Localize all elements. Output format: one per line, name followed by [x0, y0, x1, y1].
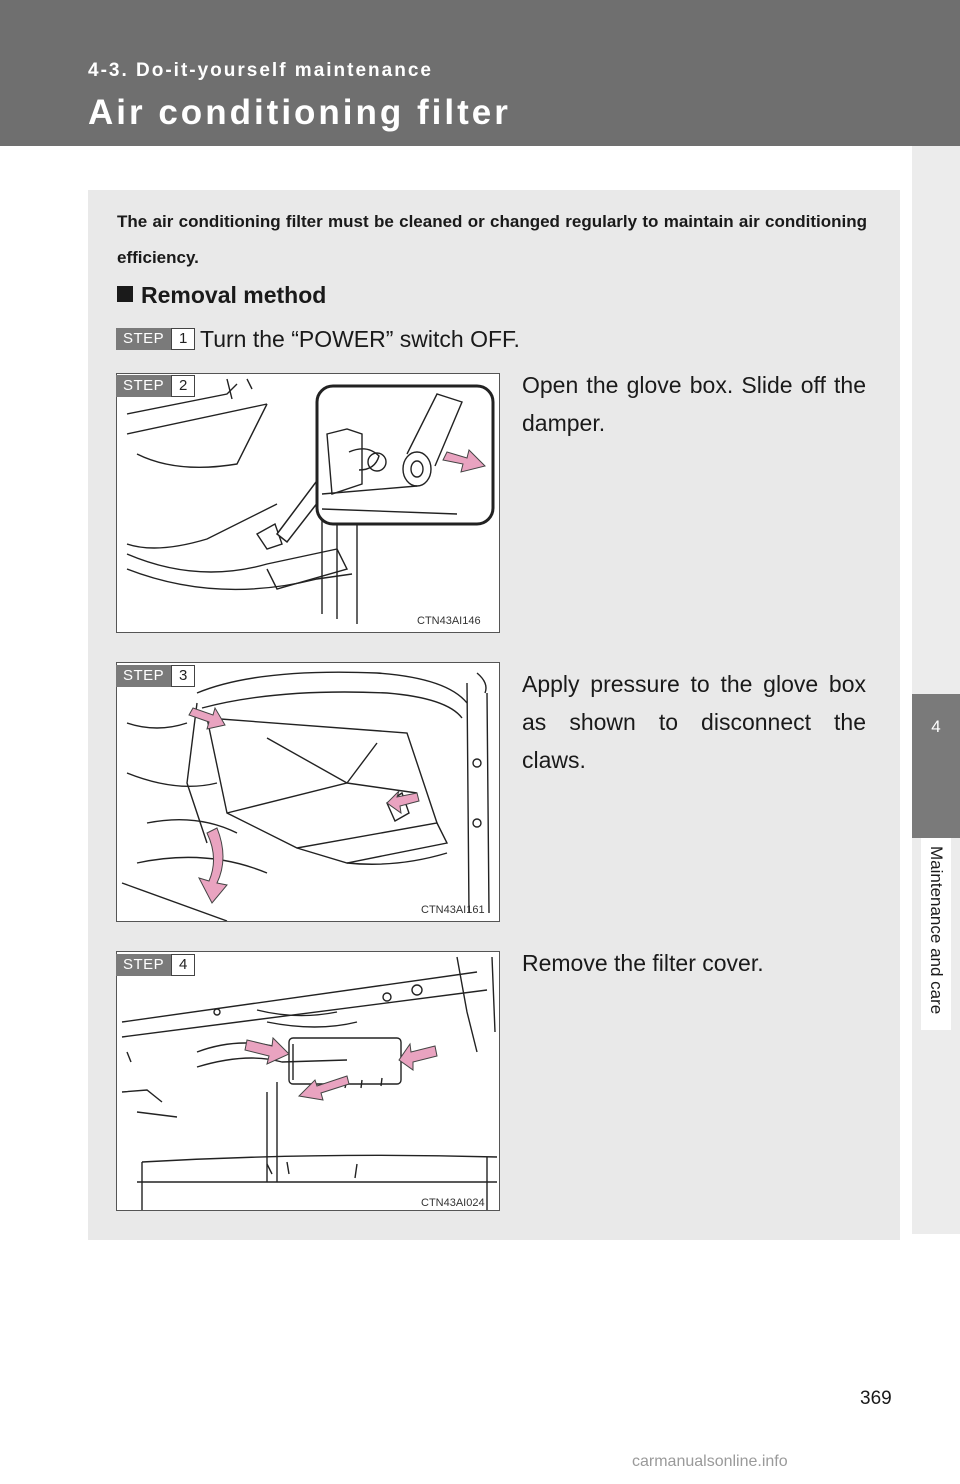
page-title: Air conditioning filter	[88, 93, 511, 132]
step-2-text: Open the glove box. Slide off the damper.	[522, 372, 866, 436]
step-3-text: Apply pressure to the glove box as shown to disconnect the claws.	[522, 671, 866, 773]
step-3-badge	[116, 665, 195, 687]
chapter-tab-label: Maintenance and care	[921, 838, 951, 1030]
step-number: 2	[171, 375, 195, 397]
page-number: 369	[860, 1388, 892, 1409]
figure-code: CTN43AI024	[421, 1197, 485, 1209]
section-label: 4-3. Do-it-yourself maintenance	[88, 60, 433, 81]
step-3-figure	[116, 662, 500, 922]
filter-cover-illustration	[117, 952, 500, 1211]
side-tab-strip	[912, 146, 960, 1234]
step-word: STEP	[116, 328, 171, 350]
step-word: STEP	[116, 954, 171, 976]
page-header	[0, 0, 960, 146]
step-4-text: Remove the filter cover.	[522, 950, 764, 976]
step-word: STEP	[116, 375, 171, 397]
square-bullet-icon	[117, 286, 133, 302]
glove-box-damper-illustration	[117, 374, 500, 633]
removal-heading-label: Removal method	[141, 282, 327, 308]
step-2-badge	[116, 375, 195, 397]
step-4-badge	[116, 954, 195, 976]
step-number: 4	[171, 954, 195, 976]
figure-code: CTN43AI146	[417, 615, 481, 627]
glove-box-claws-illustration	[117, 663, 500, 922]
step-1-badge	[116, 328, 195, 350]
figure-code: CTN43AI161	[421, 904, 485, 916]
intro-text: The air conditioning filter must be cleaned or changed regularly to maintain air conditioning efficiency.	[117, 212, 867, 267]
step-1-text: Turn the “POWER” switch OFF.	[200, 326, 520, 352]
footer-watermark: carmanualsonline.info	[632, 1453, 788, 1470]
step-2-figure	[116, 373, 500, 633]
step-number: 1	[171, 328, 195, 350]
step-word: STEP	[116, 665, 171, 687]
step-4-figure	[116, 951, 500, 1211]
step-number: 3	[171, 665, 195, 687]
chapter-tab-number[interactable]: 4	[912, 694, 960, 838]
removal-method-heading	[117, 282, 326, 309]
